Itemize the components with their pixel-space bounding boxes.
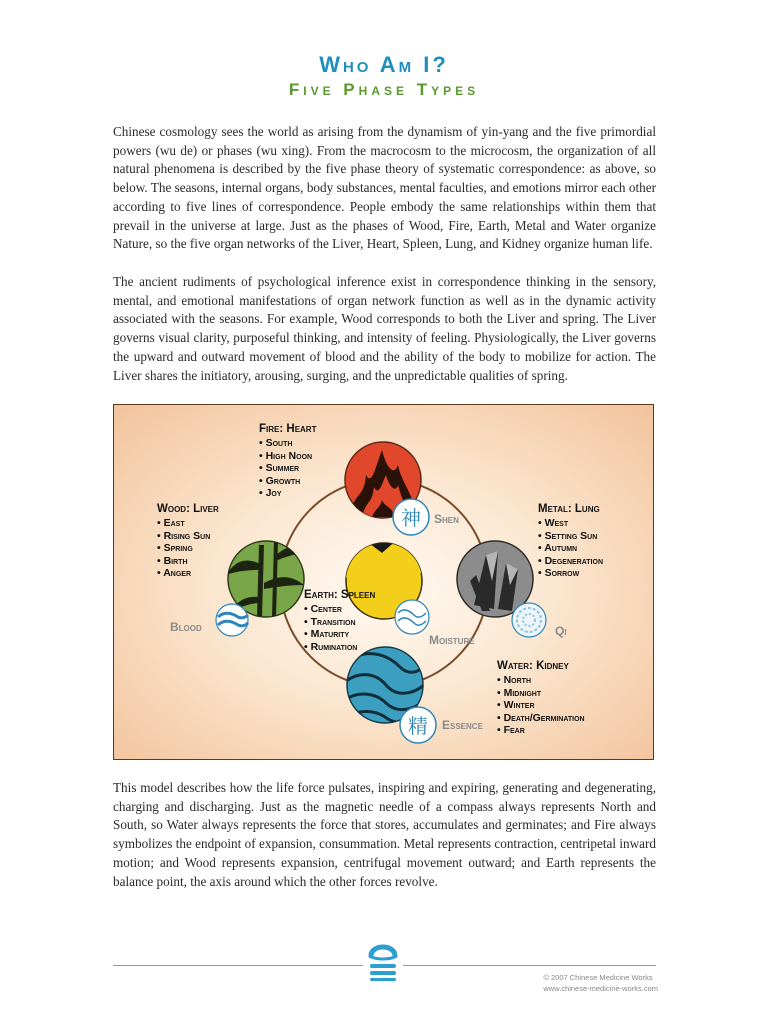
metal-item: • Degeneration: [538, 555, 603, 568]
model-paragraph: This model describes how the life force pulsates, inspiring and expiring, generating and degenerating, charging and discharging. Just as the magnetic needle of a compass always represents North and South, so Water always represents the force that stores, accumulates and germinates; and Fire always symbolizes the endpoint of expansion, consummation. Metal represents contraction, centripetal inward motion; and Wood represents expansion, centrifugal movement outward; and Earth represents the balance point, the axis around which the other forces revolve.: [113, 780, 656, 889]
water-item: • North: [497, 674, 585, 687]
metal-item: • Sorrow: [538, 567, 603, 580]
wood-item: • Birth: [157, 555, 219, 568]
metal-lung-label: [538, 503, 603, 580]
footer-rule-left: [113, 965, 363, 966]
page-title: Who Am I?: [319, 52, 449, 77]
metal-item: • Setting Sun: [538, 530, 603, 543]
wood-item: • East: [157, 517, 219, 530]
copyright-block: [543, 972, 658, 994]
earth-spleen-heading: Earth: Spleen: [304, 589, 376, 601]
blood-label: Blood: [170, 620, 202, 634]
shen-glyph-badge: [393, 499, 429, 535]
blood-badge: [216, 604, 248, 636]
water-item: • Death/Germination: [497, 712, 585, 725]
copyright-text: © 2007 Chinese Medicine Works: [543, 973, 653, 982]
earth-item: • Maturity: [304, 628, 375, 641]
five-phase-diagram: [113, 404, 654, 760]
qi-badge: [512, 603, 546, 637]
wood-item: • Spring: [157, 542, 219, 555]
metal-item: • West: [538, 517, 603, 530]
metal-lung-heading: Metal: Lung: [538, 503, 600, 515]
fire-item: • High Noon: [259, 450, 316, 463]
qi-label: Qi: [555, 624, 567, 638]
fire-item: • Summer: [259, 462, 316, 475]
earth-item: • Rumination: [304, 641, 375, 654]
water-item: • Fear: [497, 724, 585, 737]
moisture-badge: [395, 600, 429, 634]
wood-item: • Rising Sun: [157, 530, 219, 543]
website-url: www.chinese-medicine-works.com: [543, 984, 658, 993]
intro-paragraph: Chinese cosmology sees the world as arising from the dynamism of yin-yang and the five primordial powers (wu de) or phases (wu xing). From the macrocosm to the microcosm, the organization of all natural phenomena is described by the five phase theory of systematic correspondence: as above, so below. The seasons, internal organs, body substances, mental faculties, and emotions mirror each other according to five lines of correspondence. People embody the same relationships within them that prevail in the universe at large. Just as the phases of Wood, Fire, Earth, Metal and Water organize Nature, so the five organ networks of the Liver, Heart, Spleen, Lung, and Kidney organize human life.: [113, 124, 656, 252]
shen-label: Shen: [434, 512, 459, 526]
water-kidney-label: [497, 660, 585, 737]
essence-glyph-badge: [400, 707, 436, 743]
earth-spleen-label: [304, 589, 375, 653]
moisture-label: Moisture: [429, 633, 475, 647]
footer-rule-right: [403, 965, 656, 966]
fire-item: • Joy: [259, 487, 316, 500]
water-item: • Midnight: [497, 687, 585, 700]
wood-liver-heading: Wood: Liver: [157, 503, 219, 515]
shen-glyph: 神: [401, 506, 421, 530]
earth-item: • Transition: [304, 616, 375, 629]
wood-liver-label: [157, 503, 219, 580]
essence-glyph: 精: [408, 714, 428, 738]
water-kidney-heading: Water: Kidney: [497, 660, 569, 672]
earth-item: • Center: [304, 603, 375, 616]
page-subtitle: Five Phase Types: [288, 80, 480, 99]
metal-item: • Autumn: [538, 542, 603, 555]
fire-item: • South: [259, 437, 316, 450]
fire-heart-label: [259, 423, 316, 500]
water-item: • Winter: [497, 699, 585, 712]
chinese-medicine-works-logo: [366, 942, 400, 982]
psychology-paragraph: The ancient rudiments of psychological inference exist in correspondence thinking in the sensory, mental, and emotional manifestations of organ network function as well as in the dynamic activity associated with the seasons. For example, Wood corresponds to both the Liver and spring. The Liver governs visual clarity, purposeful thinking, and intensity of feeling. Physiologically, the Liver governs the upward and outward movement of blood and the ability of the body to mobilize for action. The Liver shares the initiatory, arousing, surging, and the unpredictable qualities of spring.: [113, 274, 656, 383]
wood-item: • Anger: [157, 567, 219, 580]
essence-label: Essence: [442, 718, 483, 732]
fire-item: • Growth: [259, 475, 316, 488]
fire-heart-heading: Fire: Heart: [259, 423, 317, 435]
